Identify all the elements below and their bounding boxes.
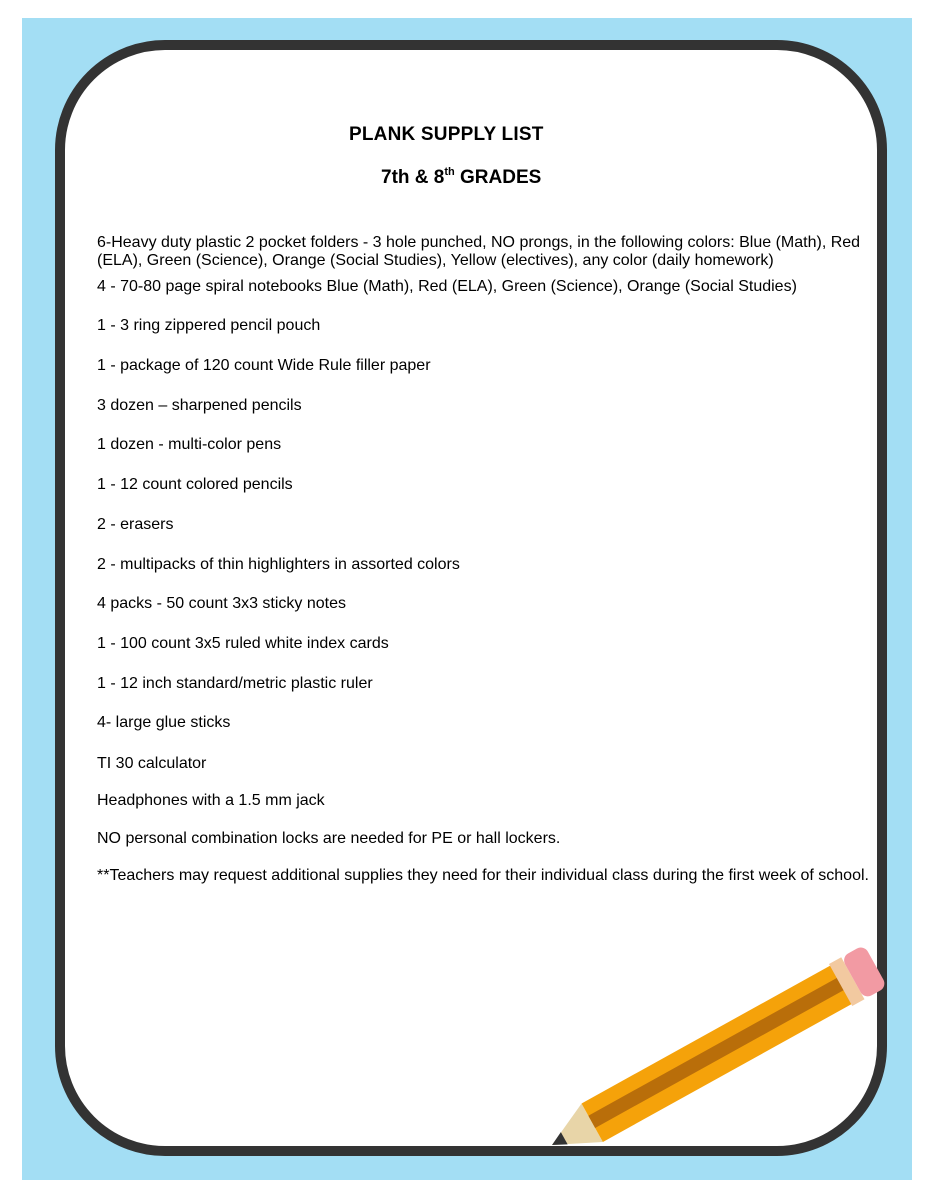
pencil-stripe [588,974,850,1128]
list-item: 4 - 70-80 page spiral notebooks Blue (Math), Red (ELA), Green (Science), Orange (Social Studies) [97,278,797,295]
grades-subtitle [381,167,541,189]
list-item: 1 - 100 count 3x5 ruled white index cards [97,635,389,652]
list-item: TI 30 calculator [97,755,207,772]
list-item: **Teachers may request additional supplies they need for their individual class during the first week of school. [97,867,869,884]
list-item: 1 - package of 120 count Wide Rule filler paper [97,357,431,374]
grades-superscript: th [444,166,455,178]
title-text: PLANK SUPPLY LIST [349,124,544,145]
list-item: 1 - 3 ring zippered pencil pouch [97,317,321,334]
list-item: Headphones with a 1.5 mm jack [97,792,325,809]
list-item: 4- large glue sticks [97,714,231,731]
list-item: 6-Heavy duty plastic 2 pocket folders - 3 hole punched, NO prongs, in the following colors: Blue (Math), Red (ELA), Green (Science), Orange (Social Studies), Yellow (electives), any color (daily homework) [97,234,861,269]
list-item: 1 - 12 count colored pencils [97,476,293,493]
pencil-icon [540,940,900,1160]
list-item: 1 - 12 inch standard/metric plastic ruler [97,675,373,692]
list-item: NO personal combination locks are needed for PE or hall lockers. [97,830,561,847]
list-item: 2 - multipacks of thin highlighters in assorted colors [97,556,460,573]
grades-suffix: GRADES [454,167,542,188]
list-item: 4 packs - 50 count 3x3 sticky notes [97,595,347,612]
list-item: 1 dozen - multi-color pens [97,436,282,453]
grades-prefix: 7th & 8 [381,167,445,188]
list-item: 2 - erasers [97,516,174,533]
list-item: 3 dozen – sharpened pencils [97,397,302,414]
